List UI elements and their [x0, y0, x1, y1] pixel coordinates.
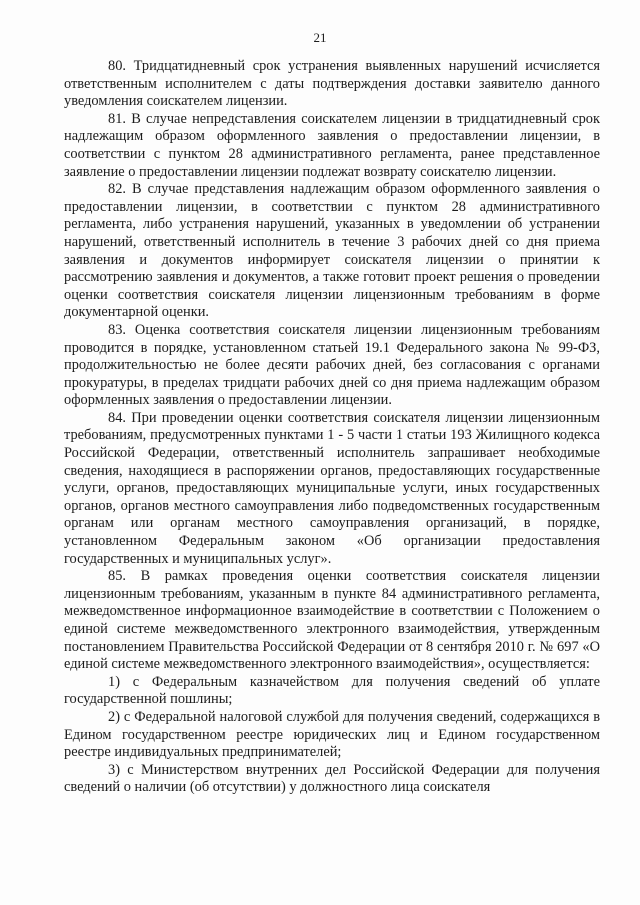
paragraph-82: 82. В случае представления надлежащим образом оформленного заявления о предоставлении лицензии, в соответствии с пунктом 28 административного регламента, либо устранения нарушений, указанных в уведомлении об устранении нарушений, ответственный исполнитель в течение 3 рабочих дней со дня приема заявления и документов информирует соискателя лицензии о принятии к рассмотрению заявления и документов, а также готовит проект решения о проведении оценки соответствия соискателя лицензии лицензионным требованиям в форме документарной оценки.	[64, 181, 600, 321]
paragraph-85: 85. В рамках проведения оценки соответствия соискателя лицензии лицензионным требованиям, указанным в пункте 84 административного регламента, межведомственное информационное взаимодействие в соответствии с Положением о единой системе межведомственного электронного взаимодействия, утвержденным постановлением Правительства Российской Федерации от 8 сентября 2010 г. № 697 «О единой системе межведомственного электронного взаимодействия», осуществляется:	[64, 568, 600, 673]
list-item-2: 2) с Федеральной налоговой службой для получения сведений, содержащихся в Едином государственном реестре юридических лиц и Едином государственном реестре индивидуальных предпринимателей;	[64, 708, 600, 761]
paragraph-80: 80. Тридцатидневный срок устранения выявленных нарушений исчисляется ответственным исполнителем с даты подтверждения доставки заявителю данного уведомления соискателем лицензии.	[64, 58, 600, 110]
document-body	[64, 58, 600, 797]
paragraph-81: 81. В случае непредставления соискателем лицензии в тридцатидневный срок надлежащим образом оформленного заявления о предоставлении лицензии, в соответствии с пунктом 28 административного регламента, ранее представленное заявление о предоставлении лицензии подлежат возврату соискателю лицензии.	[64, 110, 600, 180]
page-number: 21	[313, 30, 327, 45]
list-item-1: 1) с Федеральным казначейством для получения сведений об уплате государственной пошлины;	[64, 673, 600, 708]
paragraph-84: 84. При проведении оценки соответствия соискателя лицензии лицензионным требованиям, предусмотренных пунктами 1 - 5 части 1 статьи 193 Жилищного кодекса Российской Федерации, ответственный исполнитель запрашивает необходимые сведения, находящиеся в распоряжении органов, предоставляющих государственные услуги, органов, предоставляющих муниципальные услуги, иных государственных органов, органов местного самоуправления либо подведомственных государственным органам или органам местного самоуправления организаций, в порядке, установленном Федеральным законом «Об организации предоставления государственных и муниципальных услуг».	[64, 409, 600, 567]
list-item-3: 3) с Министерством внутренних дел Российской Федерации для получения сведений о наличии (об отсутствии) у должностного лица соискателя	[64, 761, 600, 796]
paragraph-83: 83. Оценка соответствия соискателя лицензии лицензионным требованиям проводится в порядке, установленном статьей 19.1 Федерального закона № 99-ФЗ, продолжительностью не более десяти рабочих дней, без согласования с органами прокуратуры, в пределах тридцати рабочих дней со дня приема надлежащим образом оформленных заявления о предоставлении лицензии.	[64, 321, 600, 409]
